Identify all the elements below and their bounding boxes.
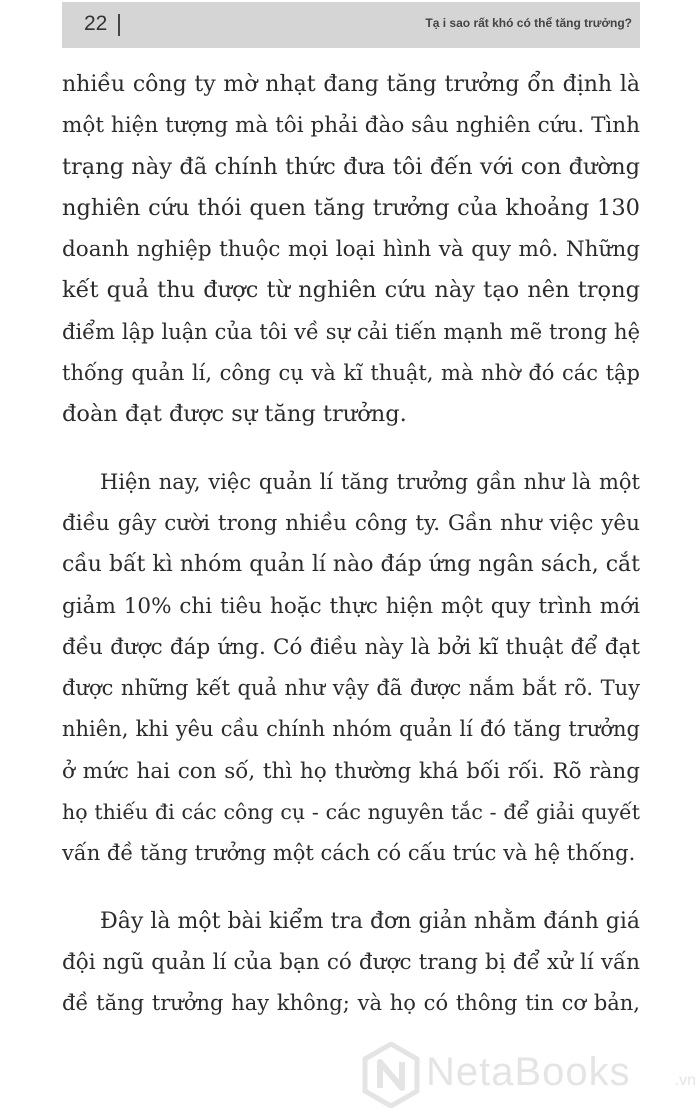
page-header: [62, 2, 640, 48]
text-line: kết quả thu được từ nghiên cứu này tạo nên trọng: [62, 277, 640, 304]
text-line: Đây là một bài kiểm tra đơn giản nhằm đánh giá: [100, 908, 640, 934]
paragraph-2: [62, 462, 640, 875]
watermark-suffix: .vn: [674, 1072, 696, 1089]
text-line: điều gây cười trong nhiều công ty. Gần như việc yêu: [62, 510, 640, 536]
text-line: nhiều công ty mờ nhạt đang tăng trưởng ổn định là: [62, 72, 640, 97]
text-line: trạng này đã chính thức đưa tôi đến với con đường: [62, 153, 640, 180]
text-line: đều được đáp ứng. Có điều này là bởi kĩ thuật để đạt: [62, 634, 640, 660]
text-line: đội ngũ quản lí của bạn có được trang bị để xử lí vấn: [62, 949, 640, 975]
text-line: đề tăng trưởng hay không; và họ có thông tin cơ bản,: [62, 991, 640, 1016]
text-line: doanh nghiệp thuộc mọi loại hình và quy mô. Những: [62, 237, 640, 263]
header-separator: [118, 14, 120, 36]
page-number: 22: [84, 12, 108, 35]
text-line: cầu bất kì nhóm quản lí nào đáp ứng ngân sách, cắt: [62, 552, 640, 578]
text-line: họ thiếu đi các công cụ - các nguyên tắc - để giải quyết: [62, 800, 640, 825]
text-line: đoàn đạt được sự tăng trưởng.: [62, 401, 407, 428]
text-line: nhiên, khi yêu cầu chính nhóm quản lí đó tăng trưởng: [62, 717, 640, 742]
text-line: vấn đề tăng trưởng một cách có cấu trúc và hệ thống.: [62, 841, 636, 866]
body-text: [62, 64, 640, 1025]
paragraph-3: [62, 901, 640, 1025]
text-line: giảm 10% chi tiêu hoặc thực hiện một quy trình mới: [62, 593, 640, 619]
watermark-brand: NetaBooks: [426, 1050, 631, 1094]
text-line: được những kết quả như vậy đã được nắm bắt rõ. Tuy: [62, 676, 640, 701]
watermark: [362, 1040, 700, 1110]
netabooks-logo-icon: [362, 1042, 420, 1108]
text-line: một hiện tượng mà tôi phải đào sâu nghiên cứu. Tình: [62, 113, 640, 139]
text-line: nghiên cứu thói quen tăng trưởng của khoảng 130: [62, 194, 640, 221]
running-title: Tạ i sao rất khó có thể tăng trưởng?: [425, 16, 632, 30]
text-line: Hiện nay, việc quản lí tăng trưởng gần như là một: [100, 469, 640, 494]
paragraph-1: [62, 64, 640, 436]
text-line: ở mức hai con số, thì họ thường khá bối rối. Rõ ràng: [62, 758, 640, 784]
text-line: thống quản lí, công cụ và kĩ thuật, mà nhờ đó các tập: [62, 361, 640, 386]
text-line: điểm lập luận của tôi về sự cải tiến mạnh mẽ trong hệ: [62, 319, 640, 344]
